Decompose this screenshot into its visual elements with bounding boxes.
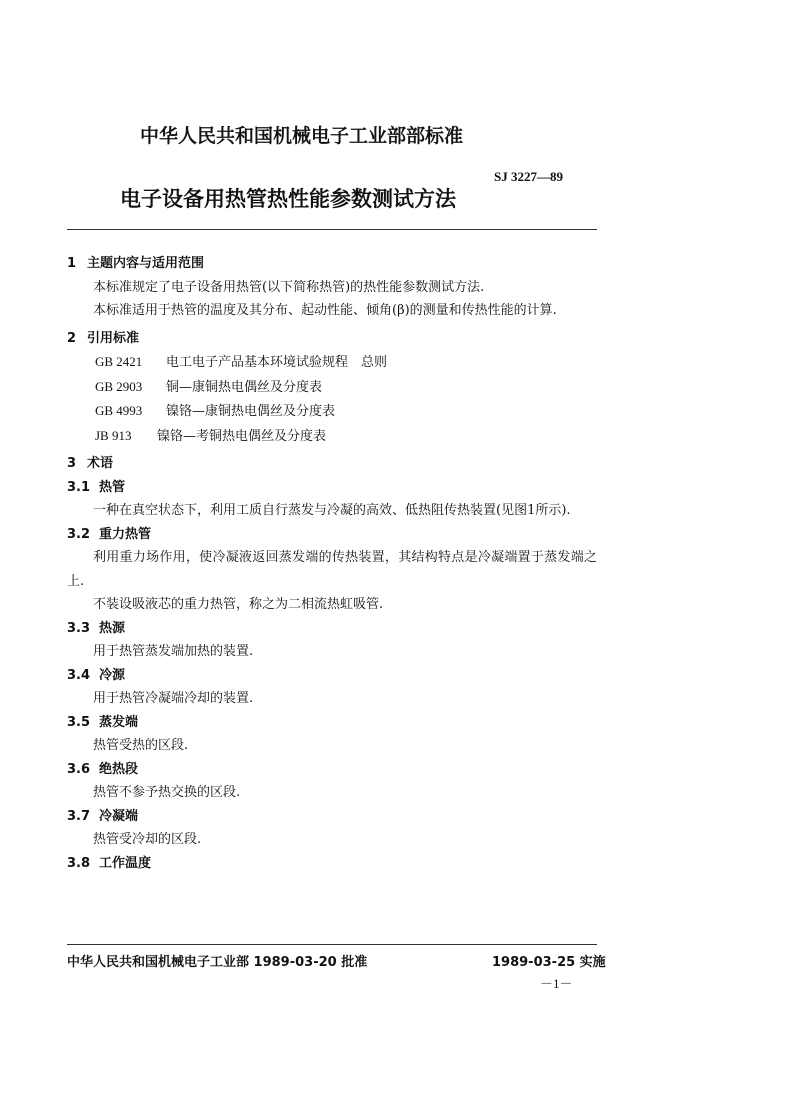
reference-item	[67, 399, 597, 424]
term-definition: 用于热管蒸发端加热的装置.	[93, 644, 254, 659]
term-heading	[67, 523, 597, 547]
section-heading	[67, 452, 597, 476]
section-title: 引用标准	[87, 330, 140, 346]
reference-title: 镍铬—考铜热电偶丝及分度表	[157, 428, 327, 444]
term-number: 3.4	[67, 667, 91, 683]
term-number: 3.2	[67, 526, 91, 542]
section-heading	[67, 327, 597, 351]
reference-item	[67, 375, 597, 400]
section-title: 主题内容与适用范围	[87, 256, 205, 271]
term-heading	[67, 805, 597, 829]
term-definition: 利用重力场作用，使冷凝液返回蒸发端的传热装置，其结构特点是冷凝端置于蒸发端之上.	[67, 550, 597, 589]
reference-item	[67, 350, 597, 375]
term-name: 冷源	[99, 667, 126, 683]
term-number: 3.1	[67, 479, 91, 495]
term-definition: 热管受热的区段.	[93, 738, 189, 753]
term-name: 冷凝端	[99, 808, 139, 824]
term-heading	[67, 664, 597, 688]
term-definition: 热管不参予热交换的区段.	[93, 785, 241, 800]
page-number: －1－	[540, 976, 573, 991]
document-title: 电子设备用热管热性能参数测试方法	[120, 187, 456, 211]
term-heading	[67, 617, 597, 641]
reference-code: GB 4993	[95, 403, 143, 418]
effective-date: 1989-03-25 实施	[492, 955, 606, 970]
issuing-organization: 中华人民共和国机械电子工业部部标准	[140, 125, 464, 147]
term-number: 3.8	[67, 855, 91, 871]
term-number: 3.7	[67, 808, 91, 824]
section-number: 1	[67, 256, 77, 271]
reference-item	[67, 424, 597, 449]
term-definition: 热管受冷却的区段.	[93, 832, 202, 847]
reference-code: GB 2903	[95, 378, 143, 394]
reference-title: 铜—康铜热电偶丝及分度表	[166, 379, 323, 395]
document-body	[67, 248, 597, 875]
term-number: 3.6	[67, 761, 91, 777]
term-name: 重力热管	[99, 526, 152, 542]
term-heading	[67, 758, 597, 782]
term-definition: 用于热管冷凝端冷却的装置.	[93, 691, 254, 706]
standard-code: SJ 3227—89	[494, 169, 563, 184]
header-divider	[67, 229, 597, 230]
reference-title: 镍铬—康铜热电偶丝及分度表	[166, 404, 336, 419]
term-name: 工作温度	[99, 855, 152, 871]
term-number: 3.5	[67, 714, 91, 730]
term-number: 3.3	[67, 620, 91, 636]
approval-info: 中华人民共和国机械电子工业部 1989-03-20 批准	[67, 955, 368, 970]
term-name: 绝热段	[99, 761, 139, 777]
reference-code: GB 2421	[95, 354, 143, 369]
term-definition: 不装设吸液芯的重力热管，称之为二相流热虹吸管.	[93, 597, 384, 612]
section-number: 2	[67, 330, 77, 346]
paragraph: 本标准规定了电子设备用热管(以下简称热管)的热性能参数测试方法.	[93, 279, 485, 295]
footer-divider	[67, 944, 597, 945]
section-heading	[67, 252, 597, 276]
section-title: 术语	[87, 456, 114, 471]
term-name: 热管	[99, 479, 126, 495]
term-name: 蒸发端	[99, 714, 139, 730]
paragraph: 本标准适用于热管的温度及其分布、起动性能、倾角(β)的测量和传热性能的计算.	[93, 303, 557, 318]
reference-title: 电工电子产品基本环境试验规程 总则	[166, 355, 388, 370]
reference-code: JB 913	[95, 427, 132, 443]
term-heading	[67, 476, 597, 500]
section-number: 3	[67, 456, 77, 471]
term-heading	[67, 852, 597, 876]
term-heading	[67, 711, 597, 735]
term-name: 热源	[99, 620, 126, 636]
term-definition: 一种在真空状态下，利用工质自行蒸发与冷凝的高效、低热阻传热装置(见图1所示).	[93, 503, 571, 518]
